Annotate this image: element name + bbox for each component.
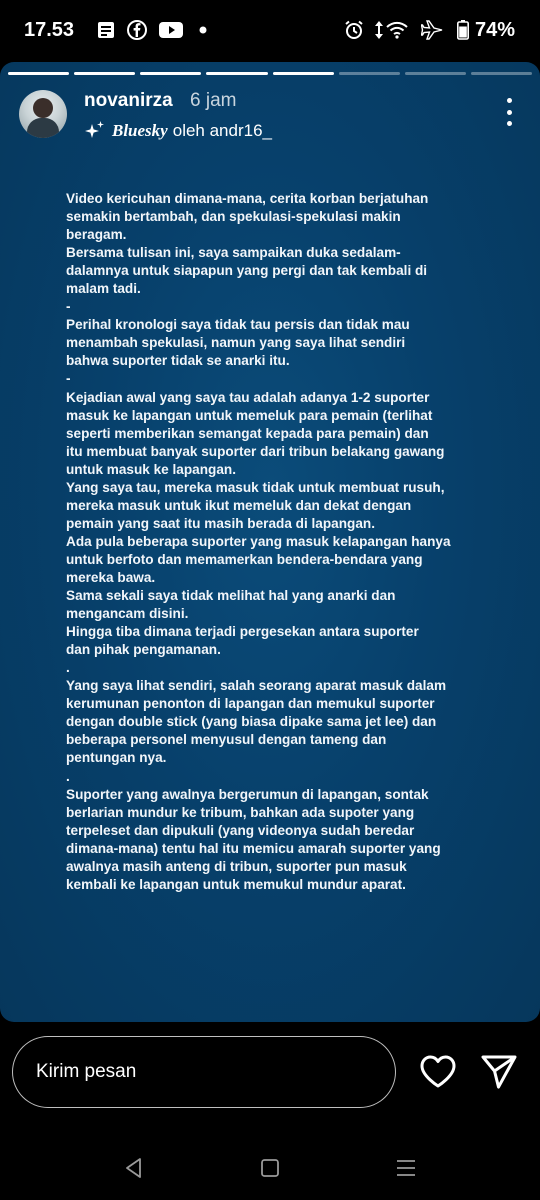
progress-segment xyxy=(8,72,69,75)
progress-segment xyxy=(140,72,201,75)
battery-icon xyxy=(456,20,470,40)
story-text xyxy=(66,190,486,894)
message-input[interactable] xyxy=(12,1036,396,1108)
story-text-line: mereka masuk untuk ikut memeluk dan dekat dengan xyxy=(66,497,412,513)
story-text-line: menambah spekulasi, namun yang saya lihat sendiri xyxy=(66,335,406,351)
progress-segment xyxy=(339,72,400,75)
recents-icon[interactable] xyxy=(394,1156,418,1180)
story-text-line: untuk masuk ke lapangan. xyxy=(66,461,236,477)
story-text-line: Kejadian awal yang saya tau adalah adanya 1-2 suporter xyxy=(66,389,430,405)
avatar[interactable] xyxy=(19,90,67,138)
story-text-line: Bersama tulisan ini, saya sampaikan duka sedalam- xyxy=(66,245,401,261)
music-artist: oleh andr16_ xyxy=(172,121,272,140)
time-ago: 6 jam xyxy=(190,90,237,111)
story-text-line: malam tadi. xyxy=(66,281,141,297)
data-arrows-icon xyxy=(372,20,386,40)
progress-segment xyxy=(206,72,267,75)
heart-icon[interactable] xyxy=(418,1052,458,1092)
story-text-line: seperti memberikan semangat kepada para pemain) dan xyxy=(66,425,429,441)
alarm-icon xyxy=(343,20,365,40)
progress-segment xyxy=(471,72,532,75)
story-text-line: Sama sekali saya tidak melihat hal yang anarki dan xyxy=(66,588,396,604)
story-text-line: mengancam disini. xyxy=(66,606,189,622)
dot-icon xyxy=(198,20,208,40)
story-text-line: awalnya masih anteng di tribun, suporter pun masuk xyxy=(66,858,407,874)
story-text-line: untuk berfoto dan memamerkan bendera-bendara yang xyxy=(66,551,423,567)
story-text-line: Video kericuhan dimana-mana, cerita korban berjatuhan xyxy=(66,191,429,206)
airplane-icon xyxy=(420,20,444,40)
username[interactable]: novanirza xyxy=(84,90,173,111)
story-text-line: Yang saya tau, mereka masuk tidak untuk membuat rusuh, xyxy=(66,479,445,495)
story-text-line: berlarian mundur ke tribum, bahkan ada supoter yang xyxy=(66,804,415,820)
story-text-line: dengan double stick (yang biasa dipake sama jet lee) dan xyxy=(66,714,437,730)
send-icon[interactable] xyxy=(479,1052,519,1092)
story-text-line: Suporter yang awalnya bergerumun di lapangan, sontak xyxy=(66,786,429,802)
story-text-line: dalamnya untuk siapapun yang pergi dan tak kembali di xyxy=(66,263,428,279)
youtube-icon xyxy=(158,20,184,40)
wifi-icon xyxy=(386,20,408,40)
facebook-icon xyxy=(126,20,148,40)
progress-segment xyxy=(405,72,466,75)
navigation-bar xyxy=(0,1122,540,1200)
clock: 17.53 xyxy=(24,19,75,41)
story-text-line: . xyxy=(66,768,70,784)
progress-segment xyxy=(273,72,334,75)
story-text-line: semakin bertambah, dan spekulasi-spekulasi makin xyxy=(66,209,401,225)
story-progress xyxy=(8,72,532,75)
story-text-line: dan pihak pengamanan. xyxy=(66,642,221,658)
story-text-line: terpeleset dan dipukuli (yang videonya sudah beredar xyxy=(66,822,415,838)
story-text-line: Hingga tiba dimana terjadi pergesekan antara suporter xyxy=(66,624,419,640)
sparkle-icon xyxy=(84,120,106,142)
story-text-line: masuk ke lapangan untuk memeluk para pemain (terlihat xyxy=(66,407,433,423)
story-text-line: mereka bawa. xyxy=(66,569,156,585)
story-text-line: . xyxy=(66,660,70,676)
story-text-line: - xyxy=(66,371,71,387)
story-card[interactable] xyxy=(0,62,540,1022)
story-text-line: itu membuat banyak suporter dari tribun belakang gawang xyxy=(66,443,445,459)
story-text-line: kembali ke lapangan untuk memukul mundur aparat. xyxy=(66,876,406,892)
story-text-line: beberapa personel menyusul dengan tameng dan xyxy=(66,732,387,748)
story-text-line: Perihal kronologi saya tidak tau persis dan tidak mau xyxy=(66,317,410,333)
story-text-line: kerumunan penonton di lapangan dan memukul suporter xyxy=(66,696,435,712)
battery-level: 74% xyxy=(474,19,515,41)
home-icon[interactable] xyxy=(258,1156,282,1180)
message-placeholder: Kirim pesan xyxy=(36,1061,137,1082)
story-text-line: pentungan nya. xyxy=(66,750,167,766)
story-text-line: beragam. xyxy=(66,227,127,243)
more-options-icon[interactable] xyxy=(504,98,514,126)
reply-bar xyxy=(0,1022,540,1122)
story-text-line: dimana-mana) tentu hal itu memicu amarah suporter yang xyxy=(66,840,441,856)
story-text-line: bahwa suporter tidak se anarki itu. xyxy=(66,353,290,369)
music-track: Bluesky xyxy=(112,121,168,140)
progress-segment xyxy=(74,72,135,75)
story-text-line: - xyxy=(66,299,71,315)
status-bar xyxy=(0,0,540,62)
back-icon[interactable] xyxy=(122,1156,146,1180)
story-text-line: pemain yang saat itu masih berada di lapangan. xyxy=(66,515,375,531)
music-tag[interactable] xyxy=(84,120,272,142)
notification-icon xyxy=(96,20,116,40)
story-text-line: Ada pula beberapa suporter yang masuk kelapangan hanya xyxy=(66,533,451,549)
story-text-line: Yang saya lihat sendiri, salah seorang aparat masuk dalam xyxy=(66,678,447,694)
